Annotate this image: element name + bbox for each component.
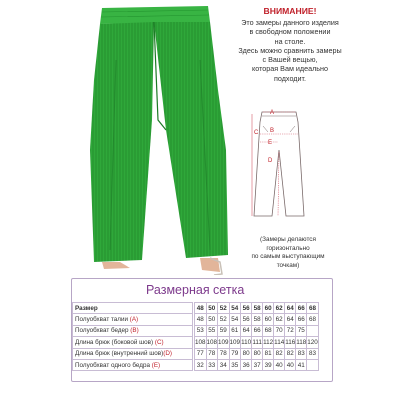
row-code: (E) <box>151 361 161 369</box>
row-name: Полуобхват одного бедра <box>75 361 152 369</box>
table-cell: 64 <box>285 314 296 325</box>
table-cell: 37 <box>252 359 263 370</box>
notice-line: подходит. <box>274 73 306 83</box>
table-cell: 80 <box>241 348 252 359</box>
table-cell: 48 <box>195 314 207 325</box>
diagram-label-d: D <box>268 158 273 164</box>
row-name: Полуобхват талии <box>75 316 130 324</box>
notice-line: Здесь можно сравнить замеры <box>238 45 342 55</box>
table-cell <box>307 359 319 370</box>
table-row <box>73 325 319 336</box>
size-header-cell: 56 <box>241 303 252 314</box>
caption-line: по самым выступающим <box>251 253 325 260</box>
size-header-cell: 58 <box>252 303 263 314</box>
table-cell: 54 <box>229 314 241 325</box>
table-cell: 81 <box>263 348 274 359</box>
size-header-cell: 60 <box>263 303 274 314</box>
table-cell: 70 <box>274 325 285 336</box>
table-cell: 52 <box>218 314 230 325</box>
caption-line: (Замеры делаются <box>260 236 316 243</box>
table-row <box>73 314 319 325</box>
caption-line: горизонтально <box>266 244 310 252</box>
table-cell: 78 <box>218 348 230 359</box>
table-cell: 109 <box>218 337 230 348</box>
table-cell: 66 <box>296 314 307 325</box>
table-cell: 72 <box>285 325 296 336</box>
notice-line: в свободном положении <box>249 27 331 37</box>
table-cell: 83 <box>296 348 307 359</box>
table-cell: 110 <box>241 337 252 348</box>
table-cell: 82 <box>274 348 285 359</box>
diagram-label-a: A <box>270 110 275 116</box>
table-cell: 40 <box>274 359 285 370</box>
table-cell: 66 <box>252 325 263 336</box>
table-cell: 68 <box>307 314 319 325</box>
table-cell: 68 <box>263 325 274 336</box>
table-cell: 50 <box>206 314 218 325</box>
measurement-notice <box>218 6 362 83</box>
diagram-label-c: C <box>254 130 259 136</box>
table-cell: 64 <box>241 325 252 336</box>
row-code: (C) <box>154 338 164 346</box>
pants-measurement-diagram <box>248 108 310 220</box>
table-cell: 118 <box>296 337 307 348</box>
row-name: Длина брюк (внутренний шов) <box>75 350 164 358</box>
table-cell: 108 <box>195 337 207 348</box>
row-name: Длина брюк (боковой шов) <box>75 338 155 346</box>
table-row <box>73 348 319 359</box>
size-header-cell: 48 <box>195 303 207 314</box>
table-cell: 39 <box>263 359 274 370</box>
notice-line: Это замеры данного изделия <box>241 18 339 27</box>
table-cell: 109 <box>229 337 241 348</box>
table-cell: 83 <box>307 348 319 359</box>
table-cell: 58 <box>252 314 263 325</box>
measurement-caption <box>228 236 348 270</box>
row-code: (D) <box>163 350 172 358</box>
size-header-row <box>73 303 319 314</box>
table-cell: 55 <box>206 325 218 336</box>
table-cell: 35 <box>229 359 241 370</box>
size-header-cell: 68 <box>307 303 319 314</box>
table-cell: 80 <box>252 348 263 359</box>
notice-line: на столе. <box>274 36 306 46</box>
table-cell: 60 <box>263 314 274 325</box>
row-label <box>73 325 193 336</box>
size-header-cell: 54 <box>229 303 241 314</box>
diagram-label-b: B <box>270 128 275 134</box>
table-cell: 34 <box>218 359 230 370</box>
table-cell: 32 <box>195 359 207 370</box>
notice-warning: ВНИМАНИЕ! <box>263 6 317 16</box>
row-label <box>73 348 193 359</box>
table-cell: 61 <box>229 325 241 336</box>
table-cell: 111 <box>252 337 263 348</box>
table-cell: 116 <box>285 337 296 348</box>
table-cell: 41 <box>296 359 307 370</box>
table-cell: 120 <box>307 337 319 348</box>
row-code: (B) <box>130 327 139 335</box>
notice-line: которая Вам идеально <box>252 64 328 74</box>
table-cell: 36 <box>241 359 252 370</box>
notice-line: с Вашей вещью, <box>262 55 318 65</box>
size-table-title: Размерная сетка <box>146 283 245 297</box>
table-cell: 59 <box>218 325 230 336</box>
table-row <box>73 359 319 370</box>
size-header-cell: 64 <box>285 303 296 314</box>
size-header-cell: 62 <box>274 303 285 314</box>
size-table <box>72 302 319 371</box>
row-code: (А) <box>129 316 139 324</box>
table-row <box>73 337 319 348</box>
table-cell: 75 <box>296 325 307 336</box>
row-label <box>73 337 193 348</box>
table-cell: 112 <box>263 337 274 348</box>
table-cell: 78 <box>206 348 218 359</box>
row-name: Полуобхват бедер <box>75 327 131 335</box>
row-label <box>73 359 193 370</box>
size-header-cell: 50 <box>206 303 218 314</box>
table-cell: 33 <box>206 359 218 370</box>
table-cell: 40 <box>285 359 296 370</box>
table-cell: 108 <box>206 337 218 348</box>
diagram-label-e: E <box>268 140 273 146</box>
table-cell <box>307 325 319 336</box>
size-header-cell: 52 <box>218 303 230 314</box>
row-label <box>73 314 193 325</box>
table-cell: 53 <box>195 325 207 336</box>
table-cell: 82 <box>285 348 296 359</box>
table-cell: 62 <box>274 314 285 325</box>
size-header-label: Размер <box>73 303 193 314</box>
table-cell: 56 <box>241 314 252 325</box>
table-cell: 114 <box>274 337 285 348</box>
caption-line: точкам) <box>276 261 300 269</box>
table-cell: 79 <box>229 348 241 359</box>
size-header-cell: 66 <box>296 303 307 314</box>
table-cell: 77 <box>195 348 207 359</box>
